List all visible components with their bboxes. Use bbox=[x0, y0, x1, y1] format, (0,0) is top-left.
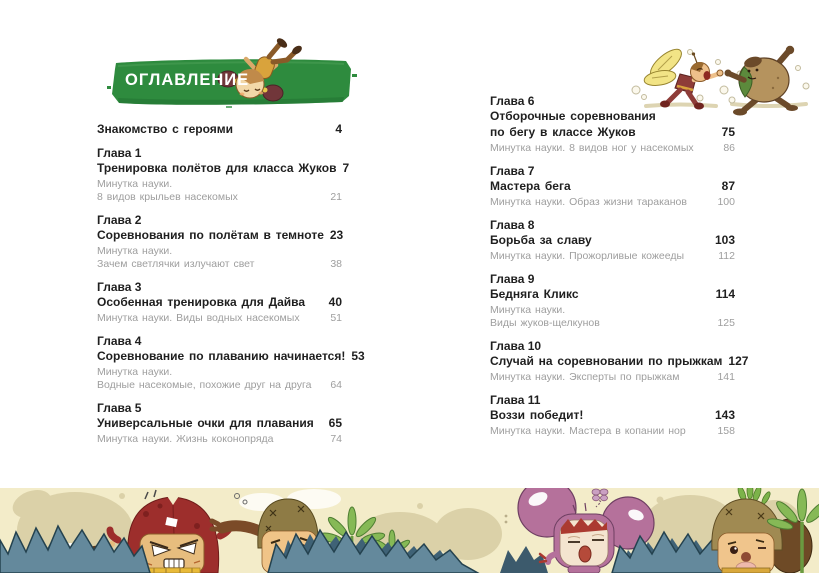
toc-title-row bbox=[97, 121, 342, 137]
toc-entry-text: Зачем светлячки излучают свет bbox=[97, 258, 255, 270]
toc-entry-text: Борьба за славу bbox=[490, 233, 592, 247]
toc-chapter-label bbox=[97, 334, 342, 348]
toc-title-row bbox=[97, 227, 342, 243]
toc-entry-text: Мастера бега bbox=[490, 179, 571, 193]
toc-science-note-row bbox=[490, 317, 735, 330]
toc-entry-text: Минутка науки. 8 видов ног у насекомых bbox=[490, 142, 694, 154]
toc-science-note-row bbox=[490, 196, 735, 209]
toc-banner bbox=[106, 36, 366, 116]
toc-chapter-label bbox=[97, 401, 342, 415]
toc-entry-text: Минутка науки. bbox=[97, 245, 173, 257]
toc-chapter-label bbox=[490, 218, 735, 232]
toc-title-row bbox=[490, 407, 735, 423]
toc-page-number: 141 bbox=[717, 371, 735, 383]
toc-science-note-row bbox=[490, 142, 735, 155]
toc-title-row bbox=[97, 348, 365, 364]
toc-chapter-label bbox=[490, 393, 735, 407]
toc-entry-text: Минутка науки. bbox=[490, 304, 566, 316]
toc-entry-text: Минутка науки. bbox=[97, 366, 173, 378]
toc-science-note-row bbox=[490, 425, 735, 438]
toc-entry-text: Глава 9 bbox=[490, 272, 535, 286]
toc-chapter-label bbox=[97, 213, 342, 227]
toc-entry-text: Соревнования по полётам в темноте bbox=[97, 228, 324, 242]
toc-title-row bbox=[490, 108, 735, 124]
toc-entry-text: Особенная тренировка для Дайва bbox=[97, 295, 306, 309]
toc-entry-text: Глава 4 bbox=[97, 334, 142, 348]
toc-page-number: 4 bbox=[335, 122, 342, 136]
toc-entry-text: Глава 5 bbox=[97, 401, 142, 415]
toc-column-left bbox=[97, 121, 365, 446]
toc-entry-text: Тренировка полётов для класса Жуков bbox=[97, 161, 337, 175]
toc-page-number: 40 bbox=[328, 295, 342, 309]
toc-column-right bbox=[490, 94, 749, 438]
toc-page-number: 75 bbox=[721, 125, 735, 139]
toc-entry-text: Глава 1 bbox=[97, 146, 142, 160]
toc-page-number: 143 bbox=[714, 408, 735, 422]
toc-page-number: 64 bbox=[330, 379, 342, 391]
toc-page-number: 87 bbox=[721, 179, 735, 193]
toc-page-number: 114 bbox=[715, 287, 735, 301]
toc-entry-text: Виды жуков-щелкунов bbox=[490, 317, 600, 329]
toc-entry-text: Соревнование по плаванию начинается! bbox=[97, 349, 346, 363]
toc-title-row bbox=[490, 353, 749, 369]
toc-title-row bbox=[490, 232, 735, 248]
toc-page-number: 38 bbox=[330, 258, 342, 270]
toc-title-row bbox=[490, 178, 735, 194]
toc-entry-text: Минутка науки. Жизнь коконопряда bbox=[97, 433, 274, 445]
toc-science-note-row bbox=[97, 312, 342, 325]
toc-science-note-row bbox=[97, 178, 342, 191]
toc-page-number: 112 bbox=[718, 250, 735, 262]
toc-page-number: 51 bbox=[330, 312, 342, 324]
toc-entry-text: Бедняга Кликс bbox=[490, 287, 579, 301]
toc-entry-text: по бегу в классе Жуков bbox=[490, 125, 636, 139]
toc-page-number: 86 bbox=[723, 142, 735, 154]
toc-science-note-row bbox=[490, 371, 735, 384]
toc-entry-text: Знакомство с героями bbox=[97, 122, 234, 136]
toc-entry-text: Водные насекомые, похожие друг на друга bbox=[97, 379, 312, 391]
toc-chapter-label bbox=[490, 94, 735, 108]
toc-science-note-row bbox=[97, 191, 342, 204]
toc-chapter-label bbox=[490, 339, 735, 353]
toc-chapter-label bbox=[490, 164, 735, 178]
toc-title-row bbox=[490, 124, 735, 140]
toc-title-row bbox=[97, 294, 342, 310]
toc-title-row bbox=[490, 286, 735, 302]
toc-page-number: 65 bbox=[328, 416, 342, 430]
toc-chapter-label bbox=[97, 280, 342, 294]
toc-entry-text: Минутка науки. Эксперты по прыжкам bbox=[490, 371, 680, 383]
toc-entry-text: 8 видов крыльев насекомых bbox=[97, 191, 238, 203]
toc-entry-text: Глава 10 bbox=[490, 339, 542, 353]
toc-page-number: 125 bbox=[717, 317, 735, 329]
toc-chapter-label bbox=[490, 272, 735, 286]
toc-science-note-row bbox=[97, 379, 342, 392]
toc-chapter-label bbox=[97, 146, 342, 160]
toc-science-note-row bbox=[97, 258, 342, 271]
toc-entry-text: Глава 6 bbox=[490, 94, 535, 108]
toc-science-note-row bbox=[97, 245, 342, 258]
bottom-bugs-illustration bbox=[0, 488, 819, 573]
toc-entry-text: Минутка науки. Мастера в копании нор bbox=[490, 425, 686, 437]
toc-science-note-row bbox=[97, 433, 342, 446]
toc-page-number: 158 bbox=[717, 425, 735, 437]
toc-entry-text: Минутка науки. bbox=[97, 178, 173, 190]
toc-science-note-row bbox=[97, 366, 342, 379]
toc-page-number: 103 bbox=[714, 233, 735, 247]
toc-entry-text: Минутка науки. Образ жизни тараканов bbox=[490, 196, 687, 208]
toc-page-number: 100 bbox=[717, 196, 735, 208]
toc-title-row bbox=[97, 415, 342, 431]
toc-entry-text: Глава 7 bbox=[490, 164, 535, 178]
toc-entry-text: Глава 8 bbox=[490, 218, 535, 232]
toc-entry-text: Отборочные соревнования bbox=[490, 109, 656, 123]
toc-page-number: 23 bbox=[329, 228, 344, 242]
toc-page-number: 7 bbox=[342, 161, 350, 175]
page-title: ОГЛАВЛЕНИЕ bbox=[125, 71, 250, 89]
toc-science-note-row bbox=[490, 304, 735, 317]
toc-page-number: 53 bbox=[351, 349, 365, 363]
toc-page-number: 74 bbox=[330, 433, 342, 445]
toc-page-number: 127 bbox=[728, 354, 749, 368]
toc-entry-text: Минутка науки. Виды водных насекомых bbox=[97, 312, 300, 324]
toc-entry-text: Глава 11 bbox=[490, 393, 541, 407]
toc-science-note-row bbox=[490, 250, 735, 263]
toc-entry-text: Минутка науки. Прожорливые кожееды bbox=[490, 250, 685, 262]
toc-entry-text: Глава 3 bbox=[97, 280, 142, 294]
toc-entry-text: Воззи победит! bbox=[490, 408, 584, 422]
toc-entry-text: Глава 2 bbox=[97, 213, 142, 227]
toc-page-number: 21 bbox=[330, 191, 342, 203]
toc-entry-text: Универсальные очки для плавания bbox=[97, 416, 314, 430]
toc-entry-text: Случай на соревновании по прыжкам bbox=[490, 354, 723, 368]
toc-title-row bbox=[97, 160, 350, 176]
